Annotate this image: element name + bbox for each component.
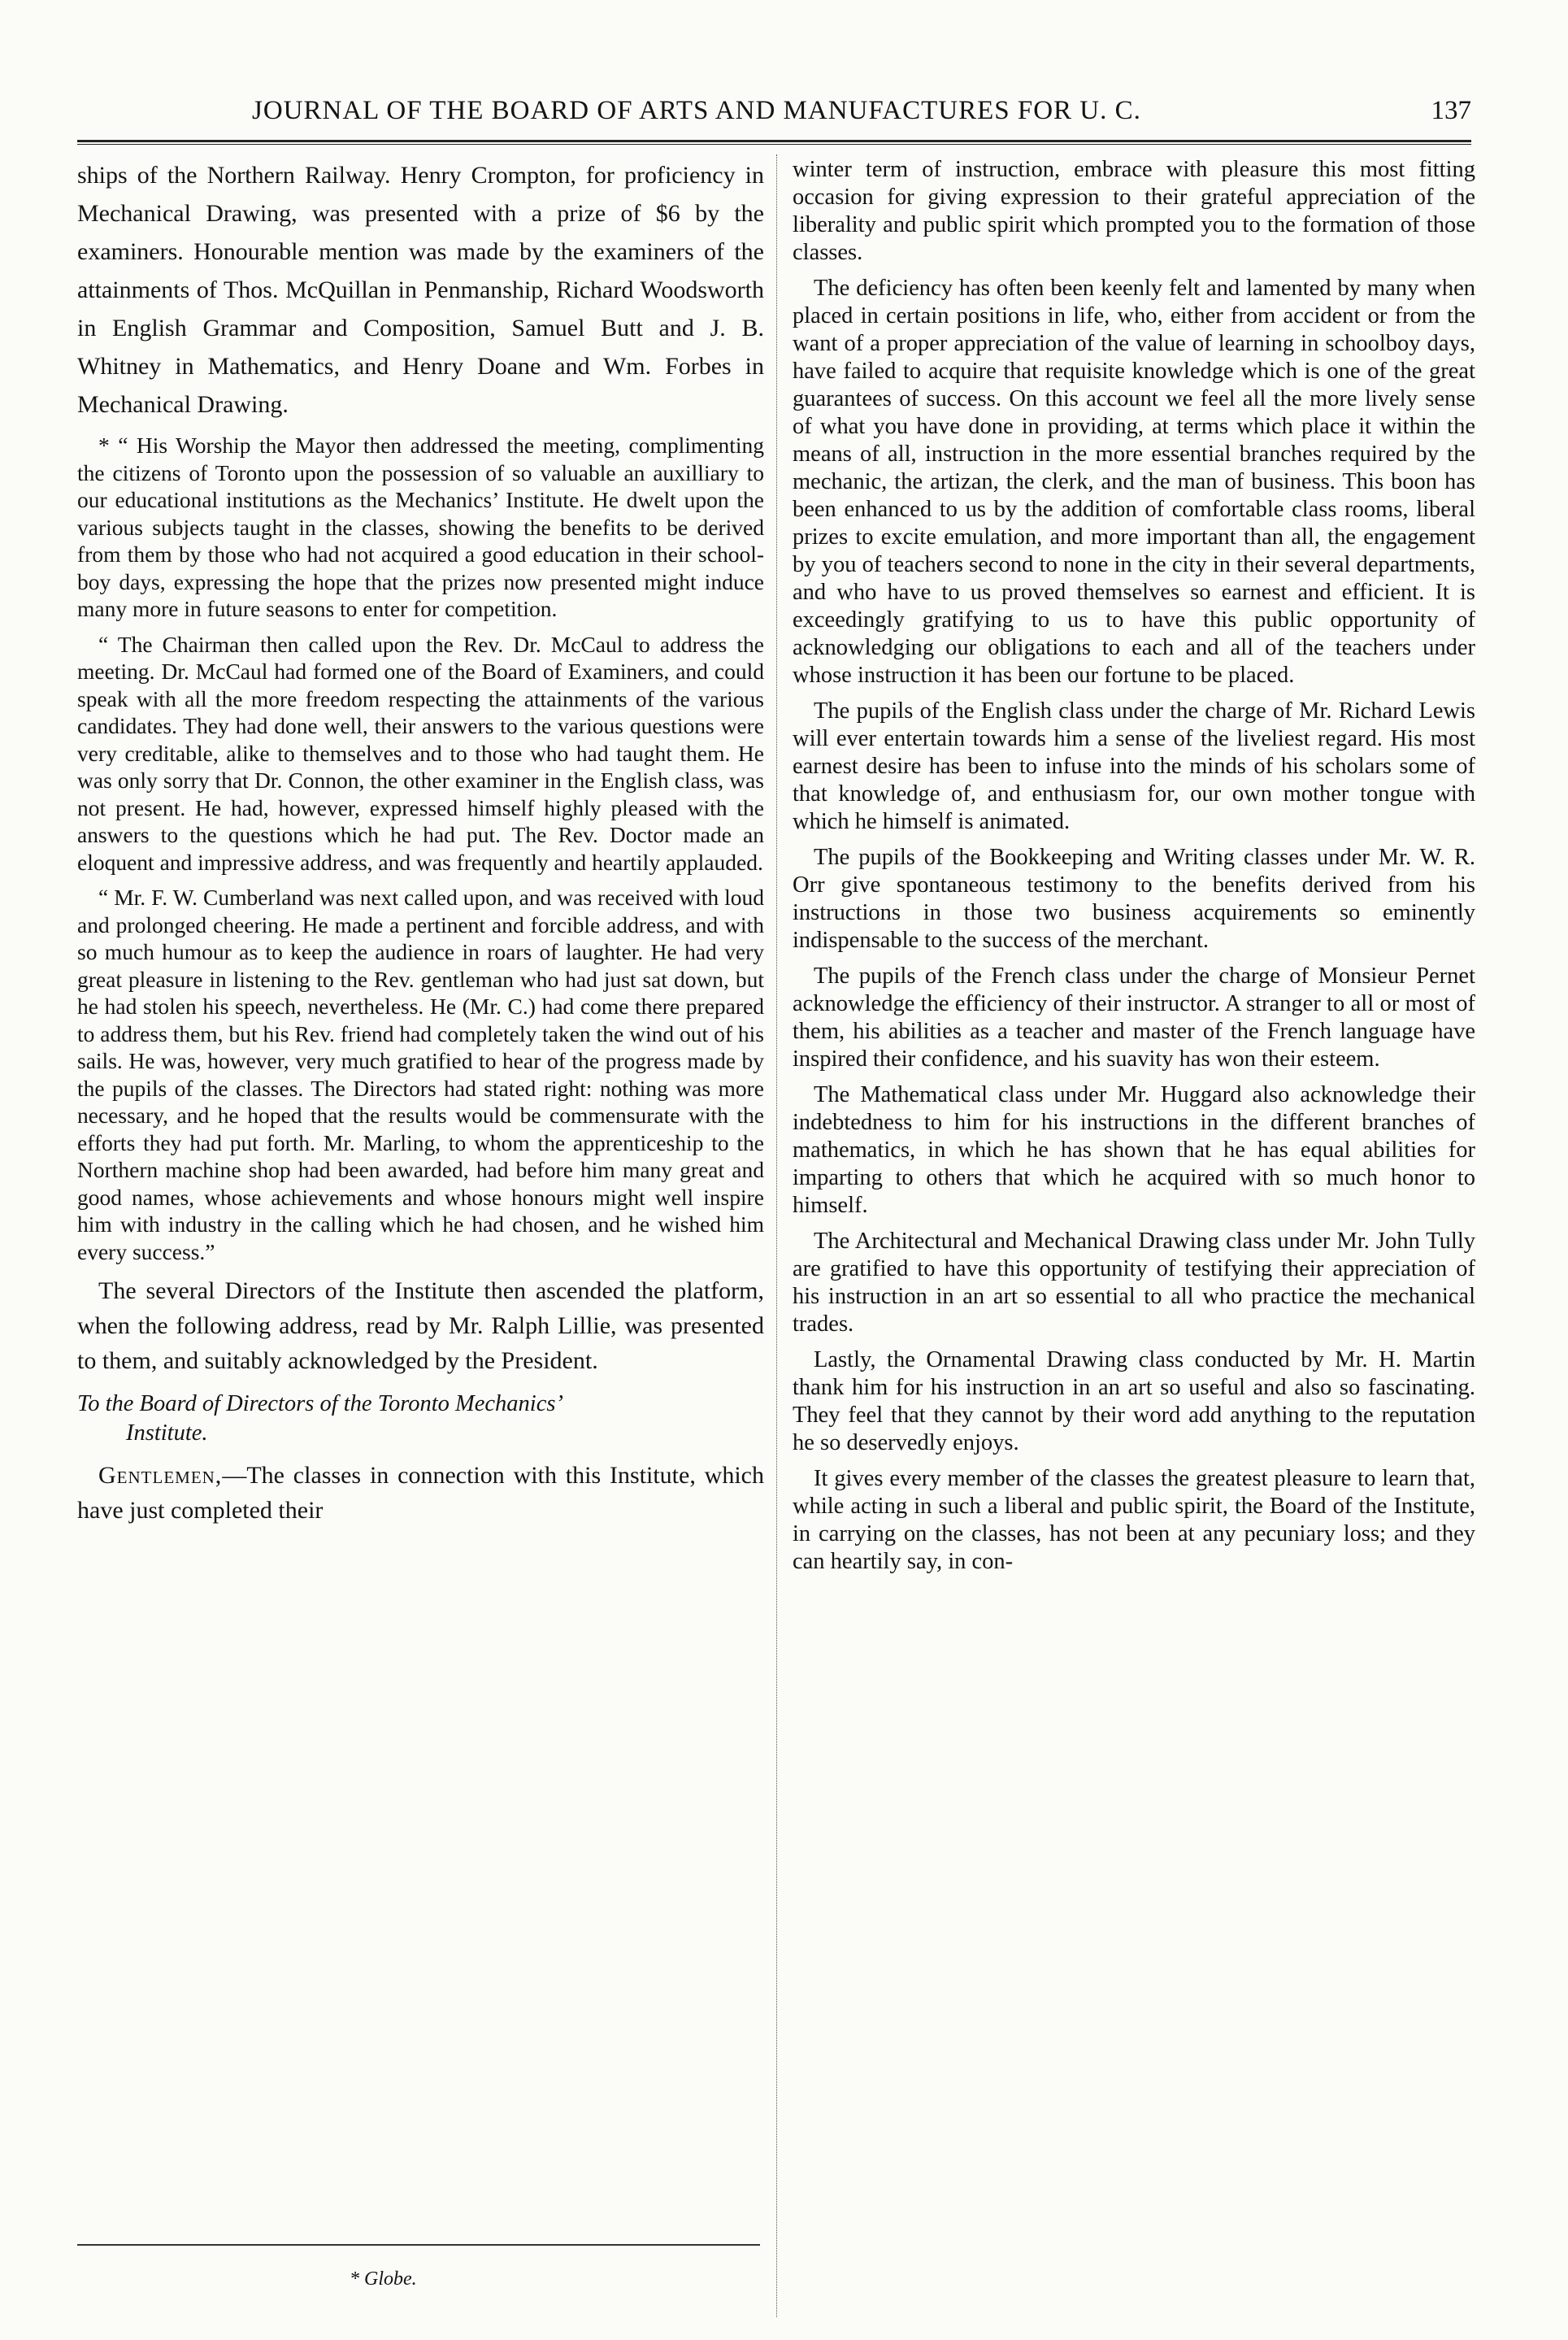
left-paragraph-6 [77, 1458, 764, 1528]
left-paragraph-4: “ Mr. F. W. Cumberland was next called upon, and was received with loud and prolonged cheering. He made a pertinent and forcible address, and with so much humour as to keep the audience in roars of laughter. He had very great pleasure in listening to the Rev. gentleman who had just sat down, but he had stolen his speech, nevertheless. He (Mr. C.) had come there prepared to address them, but his Rev. friend had completely taken the wind out of his sails. He was, however, very much gratified to hear of the progress made by the pupils of the classes. The Directors had stated right: nothing was more necessary, and he hoped that the results would be commensurate with the efforts they had put forth. Mr. Marling, to whom the apprenticeship to the Northern machine shop had been awarded, had before him many great and good names, whose achievements and whose honours might well inspire him with industry in the calling which he had chosen, and he wished him every success.” [77, 885, 764, 1264]
left-paragraph-1: ships of the Northern Railway. Henry Crompton, for proficiency in Mechanical Drawing, was presented with a prize of $6 by the examiners. Honourable mention was made by the examiners of the attainments of Thos. McQuillan in Penmanship, Richard Woodsworth in English Grammar and Composition, Samuel Butt and J. B. Whitney in Mathematics, and Henry Doane and Wm. Forbes in Mechanical Drawing. [77, 162, 764, 418]
salutation-text: —The classes in connection with this Institute, which have just completed their [77, 1462, 764, 1524]
running-header [77, 96, 1471, 128]
left-paragraph-3: “ The Chairman then called upon the Rev. Dr. McCaul to address the meeting. Dr. McCaul had formed one of the Board of Examiners, and could speak with all the more freedom respecting the attainments of the various candidates. They had done well, their answers to the various questions were very creditable, alike to themselves and to those who had taught them. He was only sorry that Dr. Connon, the other examiner in the English class, was not present. He had, however, expressed himself highly pleased with the answers to the questions which he had put. The Rev. Doctor made an eloquent and impressive address, and was frequently and heartily applauded. [77, 631, 764, 875]
right-paragraph-8: Lastly, the Ornamental Drawing class conducted by Mr. H. Martin thank him for his instruction in an art so useful and also so fascinating. They feel that they cannot by their word add anything to the reputation he so deservedly enjoys. [793, 1347, 1475, 1455]
right-paragraph-5: The pupils of the French class under the charge of Monsieur Pernet acknowledge the efficiency of their instructor. A stranger to all or most of them, his abilities as a teacher and master of the French language have inspired their confidence, and his suavity has won their esteem. [793, 963, 1475, 1072]
footnote: * Globe. [350, 2268, 417, 2290]
footnote-rule [77, 2244, 760, 2246]
header-rule [77, 140, 1471, 145]
address-heading [77, 1390, 764, 1448]
column-divider [776, 154, 777, 2317]
right-paragraph-9: It gives every member of the classes the greatest pleasure to learn that, while acting in such a liberal and public spirit, the Board of the Institute, in carrying on the classes, has not been at any pecuniary loss; and they can heartily say, in con- [793, 1466, 1475, 1574]
left-column [77, 156, 764, 1536]
right-paragraph-3: The pupils of the English class under the charge of Mr. Richard Lewis will ever entertain towards him a sense of the liveliest regard. His most earnest desire has been to infuse into the minds of his scholars some of that knowledge of, and enthusiasm for, our own mother tongue with which he himself is animated. [793, 698, 1475, 834]
journal-title: JOURNAL OF THE BOARD OF ARTS AND MANUFACTURES FOR U. C. [252, 96, 1141, 125]
right-paragraph-4: The pupils of the Bookkeeping and Writing classes under Mr. W. R. Orr give spontaneous testimony to the benefits derived from his instructions in those two business acquirements so eminently indispensable to the success of the merchant. [793, 845, 1475, 953]
right-paragraph-7: The Architectural and Mechanical Drawing class under Mr. John Tully are gratified to have this opportunity of testifying their appreciation of his instruction in an art so essential to all who practice the mechanical trades. [793, 1229, 1475, 1337]
right-paragraph-2: The deficiency has often been keenly felt and lamented by many when placed in certain positions in life, who, either from accident or from the want of a proper appreciation of the value of learning in schoolboy days, have failed to acquire that requisite knowledge which is one of the great guarantees of success. On this account we feel all the more lively sense of what you have done in providing, at terms which place it within the means of all, instruction in the more essential branches required by the mechanic, the artizan, the clerk, and the man of business. This boon has been enhanced to us by the addition of comfortable class rooms, liberal prizes to excite emulation, and more important than all, the engagement by you of teachers second to none in the city in their several departments, and who have to us proved themselves so earnest and efficient. It is exceedingly gratifying to us to have this public opportunity of acknowledging our obligations to each and all of the teachers under whose instruction it has been our fortune to be placed. [793, 276, 1475, 688]
salutation: Gentlemen, [98, 1462, 223, 1489]
page-number: 137 [1431, 96, 1471, 125]
right-paragraph-1: winter term of instruction, embrace with pleasure this most fitting occasion for giving expression to their grateful appreciation of the liberality and public spirit which prompted you to the formation of those classes. [793, 157, 1475, 265]
left-paragraph-5: The several Directors of the Institute then ascended the platform, when the following address, read by Mr. Ralph Lillie, was presented to them, and suitably acknowledged by the President. [77, 1277, 764, 1374]
right-column [793, 156, 1475, 1584]
right-paragraph-6: The Mathematical class under Mr. Huggard also acknowledge their indebtedness to him for his instructions in the different branches of mathematics, in which he has shown that he has equal abilities for imparting to others that which he acquired with so much honor to himself. [793, 1082, 1475, 1218]
address-heading-line-1: To the Board of Directors of the Toronto Mechanics’ [77, 1391, 563, 1416]
address-heading-line-2: Institute. [126, 1420, 208, 1446]
left-paragraph-2: * “ His Worship the Mayor then addressed the meeting, complimenting the citizens of Toronto upon the possession of so valuable an auxilliary to our educational institutions as the Mechanics’ Institute. He dwelt upon the various subjects taught in the classes, showing the benefits to be derived from them by those who had not acquired a good education in their school-boy days, expressing the hope that the prizes now presented might induce many more in future seasons to enter for competition. [77, 433, 764, 621]
